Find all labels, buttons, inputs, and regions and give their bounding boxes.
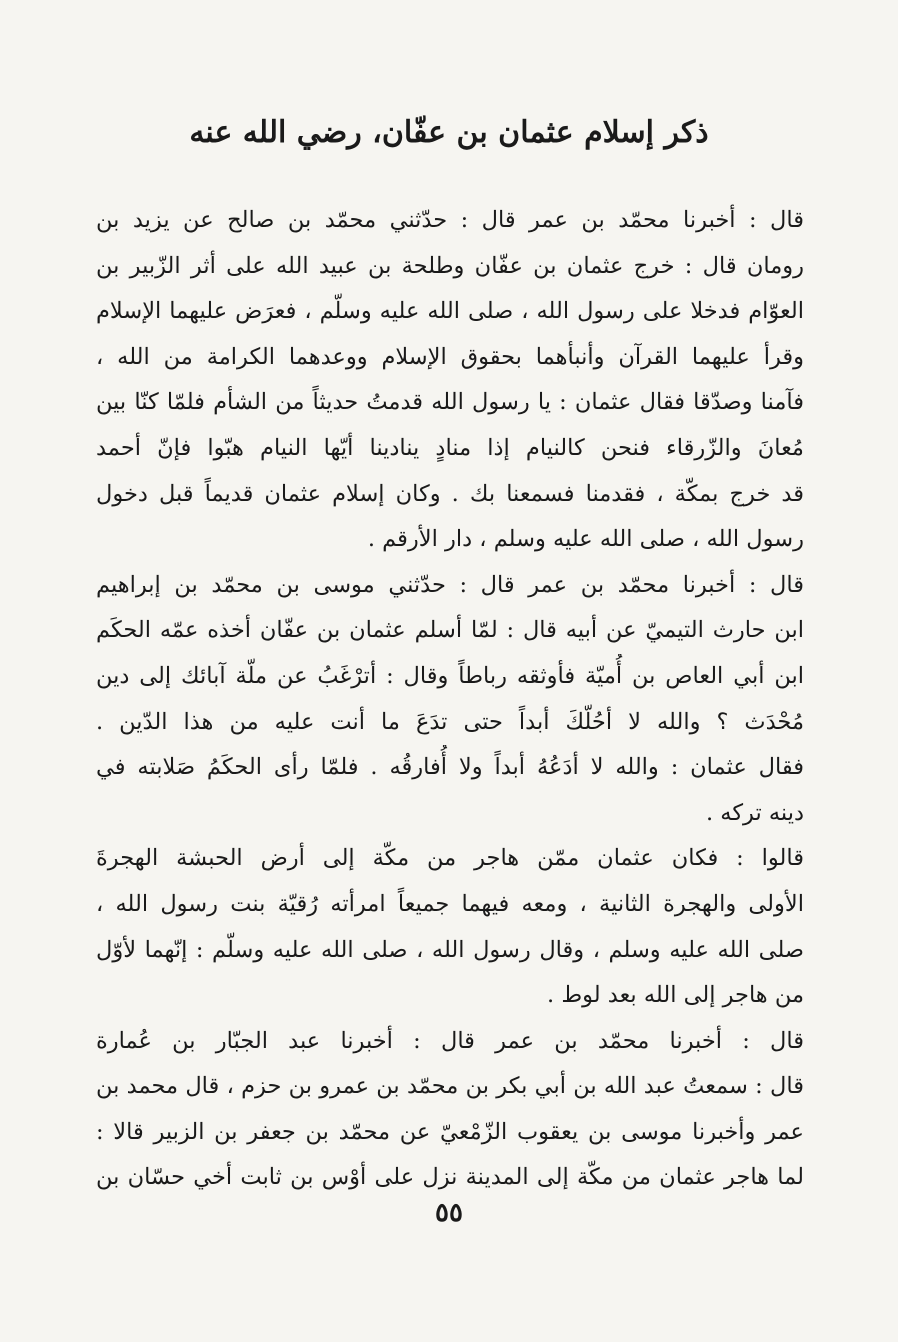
- text-line: الأولى والهجرة الثانية ، ومعه فيهما جميعاً امرأته رُقيّة بنت رسول الله ،: [96, 890, 804, 917]
- text-line: قالوا : فكان عثمان ممّن هاجر من مكّة إلى أرض الحبشة الهجرةَ: [96, 845, 804, 872]
- text-line: ابن أبي العاص بن أُميّة فأوثقه رباطاً وقال : أترْغَبُ عن ملّة آبائك إلى دين: [96, 662, 804, 689]
- text-line: رسول الله ، صلى الله عليه وسلم ، دار الأرقم .: [367, 526, 804, 553]
- chapter-title: ذكر إسلام عثمان بن عفّان، رضي الله عنه: [189, 115, 709, 150]
- paragraph: [96, 198, 804, 563]
- paragraph: [96, 563, 804, 837]
- text-line: قال : أخبرنا محمّد بن عمر قال : حدّثني محمّد بن صالح عن يزيد بن: [96, 207, 804, 233]
- text-line: دينه تركه .: [705, 799, 804, 826]
- text-line: مُحْدَث ؟ والله لا أحُلّكَ أبداً حتى تدَعَ ما أنت عليه من هذا الدّين .: [96, 708, 804, 735]
- paragraph: [96, 836, 804, 1018]
- paragraph: [96, 1019, 804, 1201]
- text-line: قال : أخبرنا محمّد بن عمر قال : أخبرنا عبد الجبّار بن عُمارة: [96, 1027, 804, 1054]
- text-line: قال : سمعتُ عبد الله بن أبي بكر بن محمّد بن عمرو بن حزم ، قال محمد بن: [96, 1073, 804, 1100]
- text-line: العوّام فدخلا على رسول الله ، صلى الله عليه وسلّم ، فعرَض عليهما الإسلام: [96, 298, 804, 325]
- text-line: مُعانَ والزّرقاء فنحن كالنيام إذا منادٍ ينادينا أيّها النيام هبّوا فإنّ أحمد: [96, 434, 804, 461]
- text-line: عمر وأخبرنا موسى بن يعقوب الزّمْعيّ عن محمّد بن جعفر بن الزبير قالا :: [96, 1118, 804, 1145]
- text-body: [96, 198, 804, 1201]
- text-line: رومان قال : خرج عثمان بن عفّان وطلحة بن عبيد الله على أثر الزّبير بن: [96, 252, 804, 279]
- text-line: قال : أخبرنا محمّد بن عمر قال : حدّثني موسى بن محمّد بن إبراهيم: [96, 571, 804, 598]
- text-line: فآمنا وصدّقا فقال عثمان : يا رسول الله قدمتُ حديثاً من الشأم فلمّا كنّا بين: [96, 389, 804, 416]
- page-number: ٥٥: [435, 1198, 463, 1228]
- text-line: صلى الله عليه وسلم ، وقال رسول الله ، صلى الله عليه وسلّم : إنّهما لأوّل: [96, 936, 804, 963]
- text-line: فقال عثمان : والله لا أدَعُهُ أبداً ولا أُفارقُه . فلمّا رأى الحكَمُ صَلابته في: [96, 754, 804, 781]
- text-line: وقرأ عليهما القرآن وأنبأهما بحقوق الإسلام ووعدهما الكرامة من الله ،: [96, 343, 804, 370]
- text-line: ابن حارث التيميّ عن أبيه قال : لمّا أسلم عثمان بن عفّان أخذه عمّه الحكَم: [96, 617, 804, 644]
- text-line: من هاجر إلى الله بعد لوط .: [547, 982, 804, 1009]
- text-line: لما هاجر عثمان من مكّة إلى المدينة نزل على أوْس بن ثابت أخي حسّان بن: [96, 1164, 804, 1191]
- text-line: قد خرج بمكّة ، فقدمنا فسمعنا بك . وكان إسلام عثمان قديماً قبل دخول: [96, 480, 804, 507]
